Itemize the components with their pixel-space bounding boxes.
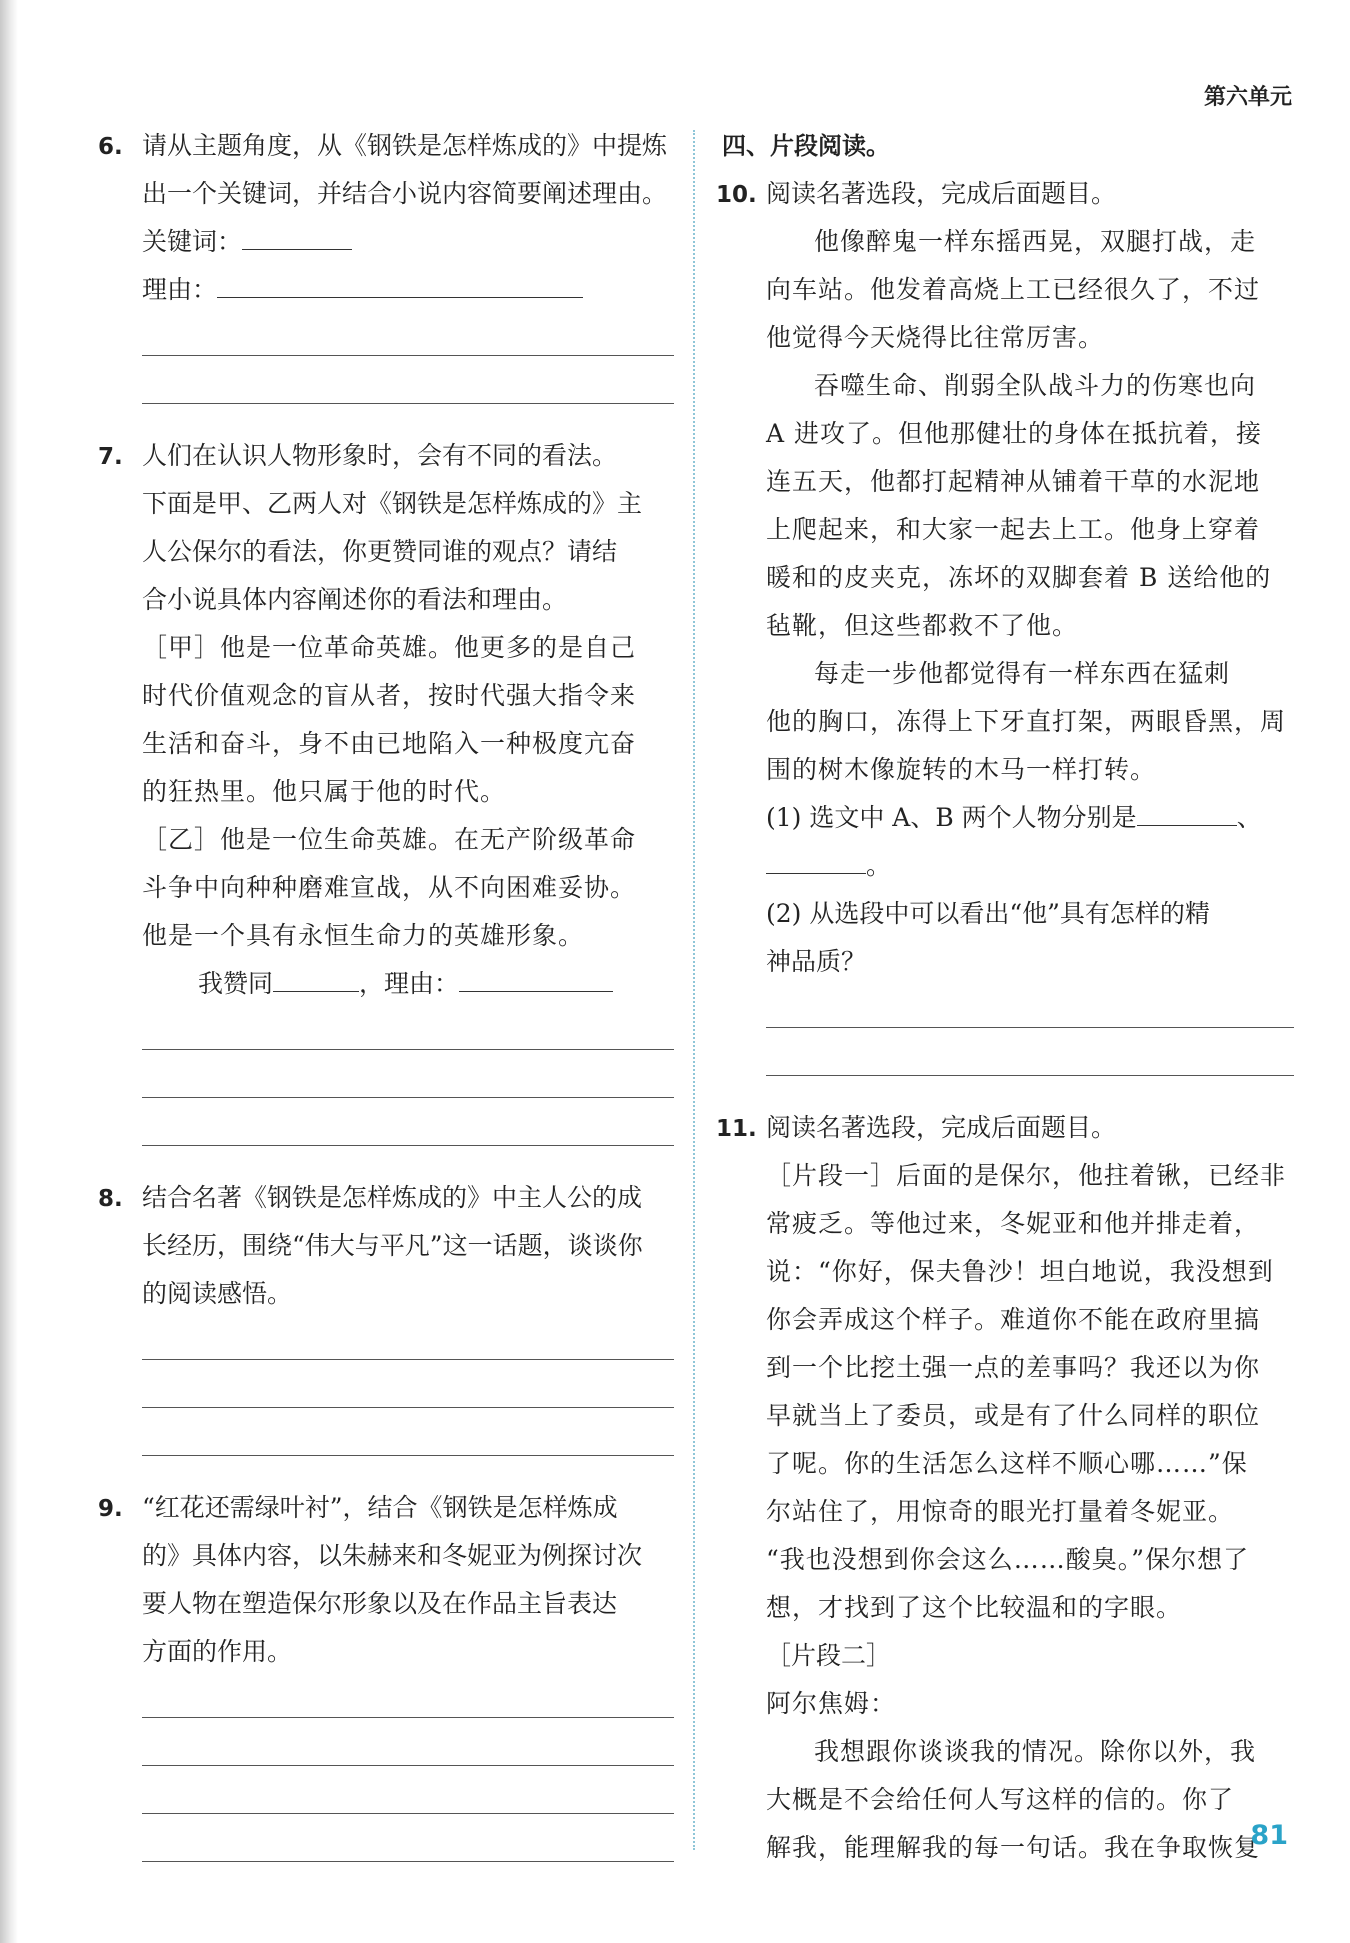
passage-text: 常疲乏。等他过来，冬妮亚和他并排走着， bbox=[766, 1209, 1261, 1238]
answer-line[interactable] bbox=[98, 1414, 674, 1462]
question-text: 的阅读感悟。 bbox=[142, 1279, 293, 1308]
opinion-text: 他是一位生命英雄。在无产阶级革命 bbox=[220, 825, 637, 854]
question-text: 下面是甲、乙两人对《钢铁是怎样炼成的》主 bbox=[142, 489, 643, 518]
right-column bbox=[716, 122, 1294, 1872]
answer-line[interactable] bbox=[722, 1034, 1294, 1082]
answer-line[interactable] bbox=[722, 986, 1294, 1034]
question-text: 的》具体内容，以朱赫来和冬妮亚为例探讨次 bbox=[142, 1541, 643, 1570]
question-number: 8. bbox=[98, 1186, 123, 1212]
unit-header: 第六单元 bbox=[1203, 85, 1292, 110]
reason-blank[interactable] bbox=[459, 961, 613, 992]
question-text: “红花还需绿叶衬”，结合《钢铁是怎样炼成 bbox=[142, 1493, 618, 1522]
answer-blank-b[interactable] bbox=[766, 843, 866, 874]
question-text: 合小说具体内容阐述你的看法和理由。 bbox=[142, 585, 568, 614]
opinion-text: 时代价值观念的盲从者，按时代强大指令来 bbox=[142, 681, 637, 710]
question-7 bbox=[98, 432, 674, 1152]
answer-line[interactable] bbox=[98, 1724, 674, 1772]
agree-label: 我赞同 bbox=[198, 969, 274, 998]
passage-text: 他觉得今天烧得比往常厉害。 bbox=[766, 323, 1105, 352]
question-number: 11. bbox=[716, 1116, 757, 1142]
passage-text: 想，才找到了这个比较温和的字眼。 bbox=[766, 1593, 1183, 1622]
reason-label: 理由： bbox=[142, 275, 218, 304]
separator: 、 bbox=[1236, 803, 1262, 832]
fragment-2-tag: ［片段二］ bbox=[766, 1641, 892, 1670]
answer-line[interactable] bbox=[98, 1008, 674, 1056]
answer-line[interactable] bbox=[98, 1820, 674, 1868]
keyword-label: 关键词： bbox=[142, 227, 243, 256]
question-text: 人们在认识人物形象时，会有不同的看法。 bbox=[142, 441, 618, 470]
sub-question-2: (2) 从选段中可以看出“他”具有怎样的精 bbox=[766, 899, 1210, 928]
question-8 bbox=[98, 1174, 674, 1462]
passage-text: 毡靴，但这些都救不了他。 bbox=[766, 611, 1079, 640]
passage-text: 早就当上了委员，或是有了什么同样的职位 bbox=[766, 1401, 1261, 1430]
answer-line[interactable] bbox=[98, 1366, 674, 1414]
opinion-text: 他是一位革命英雄。他更多的是自己 bbox=[220, 633, 637, 662]
left-column bbox=[98, 122, 674, 1868]
passage-text: 你会弄成这个样子。难道你不能在政府里搞 bbox=[766, 1305, 1261, 1334]
passage-text: A 进攻了。但他那健壮的身体在抵抗着，接 bbox=[766, 419, 1263, 448]
question-text: 请从主题角度，从《钢铁是怎样炼成的》中提炼 bbox=[142, 131, 668, 160]
opinion-tag-yi: ［乙］ bbox=[142, 825, 221, 854]
question-text: 长经历，围绕“伟大与平凡”这一话题，谈谈你 bbox=[142, 1231, 643, 1260]
passage-text: 他像醉鬼一样东摇西晃，双腿打战，走 bbox=[814, 227, 1257, 256]
question-text: 出一个关键词，并结合小说内容简要阐述理由。 bbox=[142, 179, 668, 208]
answer-line[interactable] bbox=[98, 1056, 674, 1104]
passage-text: 每走一步他都觉得有一样东西在猛刺 bbox=[814, 659, 1231, 688]
answer-blank-a[interactable] bbox=[1137, 795, 1237, 826]
question-number: 7. bbox=[98, 444, 123, 470]
passage-text: 围的树木像旋转的木马一样打转。 bbox=[766, 755, 1157, 784]
agree-blank[interactable] bbox=[273, 961, 359, 992]
question-text: 阅读名著选段，完成后面题目。 bbox=[766, 179, 1117, 208]
question-number: 9. bbox=[98, 1496, 123, 1522]
sub-question-1: (1) 选文中 A、B 两个人物分别是 bbox=[766, 803, 1137, 832]
question-6 bbox=[98, 122, 674, 410]
passage-text: 说：“你好，保夫鲁沙！坦白地说，我没想到 bbox=[766, 1257, 1274, 1286]
passage-text: 尔站住了，用惊奇的眼光打量着冬妮亚。 bbox=[766, 1497, 1235, 1526]
passage-text: 大概是不会给任何人写这样的信的。你了 bbox=[766, 1785, 1235, 1814]
answer-line[interactable] bbox=[98, 1318, 674, 1366]
opinion-text: 他是一个具有永恒生命力的英雄形象。 bbox=[142, 921, 585, 950]
passage-text: 吞噬生命、削弱全队战斗力的伤寒也向 bbox=[814, 371, 1257, 400]
period: 。 bbox=[866, 851, 892, 880]
answer-line[interactable] bbox=[98, 362, 674, 410]
question-number: 6. bbox=[98, 134, 123, 160]
passage-text: 后面的是保尔，他拄着锹，已经非 bbox=[896, 1161, 1287, 1190]
question-text: 要人物在塑造保尔形象以及在作品主旨表达 bbox=[142, 1589, 618, 1618]
answer-line[interactable] bbox=[98, 1772, 674, 1820]
opinion-text: 斗争中向种种磨难宣战，从不向困难妥协。 bbox=[142, 873, 637, 902]
page-number: 81 bbox=[1250, 1820, 1288, 1851]
passage-text: 阿尔焦姆： bbox=[766, 1689, 897, 1718]
reason-label: ，理由： bbox=[359, 969, 460, 998]
passage-text: 到一个比挖土强一点的差事吗？我还以为你 bbox=[766, 1353, 1261, 1382]
sub-question-2: 神品质？ bbox=[766, 947, 867, 976]
passage-text: 他的胸口，冻得上下牙直打架，两眼昏黑，周 bbox=[766, 707, 1287, 736]
passage-text: 我想跟你谈谈我的情况。除你以外，我 bbox=[814, 1737, 1257, 1766]
passage-text: 了呢。你的生活怎么这样不顺心哪……”保 bbox=[766, 1449, 1248, 1478]
answer-line[interactable] bbox=[98, 314, 674, 362]
question-text: 人公保尔的看法，你更赞同谁的观点？请结 bbox=[142, 537, 618, 566]
section-title: 四、片段阅读。 bbox=[722, 132, 890, 160]
question-text: 阅读名著选段，完成后面题目。 bbox=[766, 1113, 1117, 1142]
passage-text: 上爬起来，和大家一起去上工。他身上穿着 bbox=[766, 515, 1261, 544]
opinion-text: 生活和奋斗，身不由已地陷入一种极度亢奋 bbox=[142, 729, 637, 758]
passage-text: 向车站。他发着高烧上工已经很久了，不过 bbox=[766, 275, 1261, 304]
answer-line[interactable] bbox=[98, 1676, 674, 1724]
question-text: 方面的作用。 bbox=[142, 1637, 293, 1666]
question-number: 10. bbox=[716, 182, 757, 208]
passage-text: 连五天，他都打起精神从铺着干草的水泥地 bbox=[766, 467, 1261, 496]
opinion-tag-jia: ［甲］ bbox=[142, 633, 221, 662]
passage-text: 解我，能理解我的每一句话。我在争取恢复 bbox=[766, 1833, 1261, 1862]
page-edge-shadow bbox=[0, 0, 18, 1943]
keyword-blank[interactable] bbox=[242, 219, 352, 250]
fragment-1-tag: ［片段一］ bbox=[766, 1161, 897, 1190]
reason-blank[interactable] bbox=[217, 267, 583, 298]
question-10 bbox=[716, 170, 1294, 1082]
column-divider bbox=[693, 130, 695, 1850]
question-11 bbox=[716, 1104, 1294, 1872]
question-9 bbox=[98, 1484, 674, 1868]
passage-text: 暖和的皮夹克，冻坏的双脚套着 B 送给他的 bbox=[766, 563, 1272, 592]
answer-line[interactable] bbox=[98, 1104, 674, 1152]
passage-text: “我也没想到你会这么……酸臭。”保尔想了 bbox=[766, 1545, 1250, 1574]
question-text: 结合名著《钢铁是怎样炼成的》中主人公的成 bbox=[142, 1183, 643, 1212]
opinion-text: 的狂热里。他只属于他的时代。 bbox=[142, 777, 507, 806]
